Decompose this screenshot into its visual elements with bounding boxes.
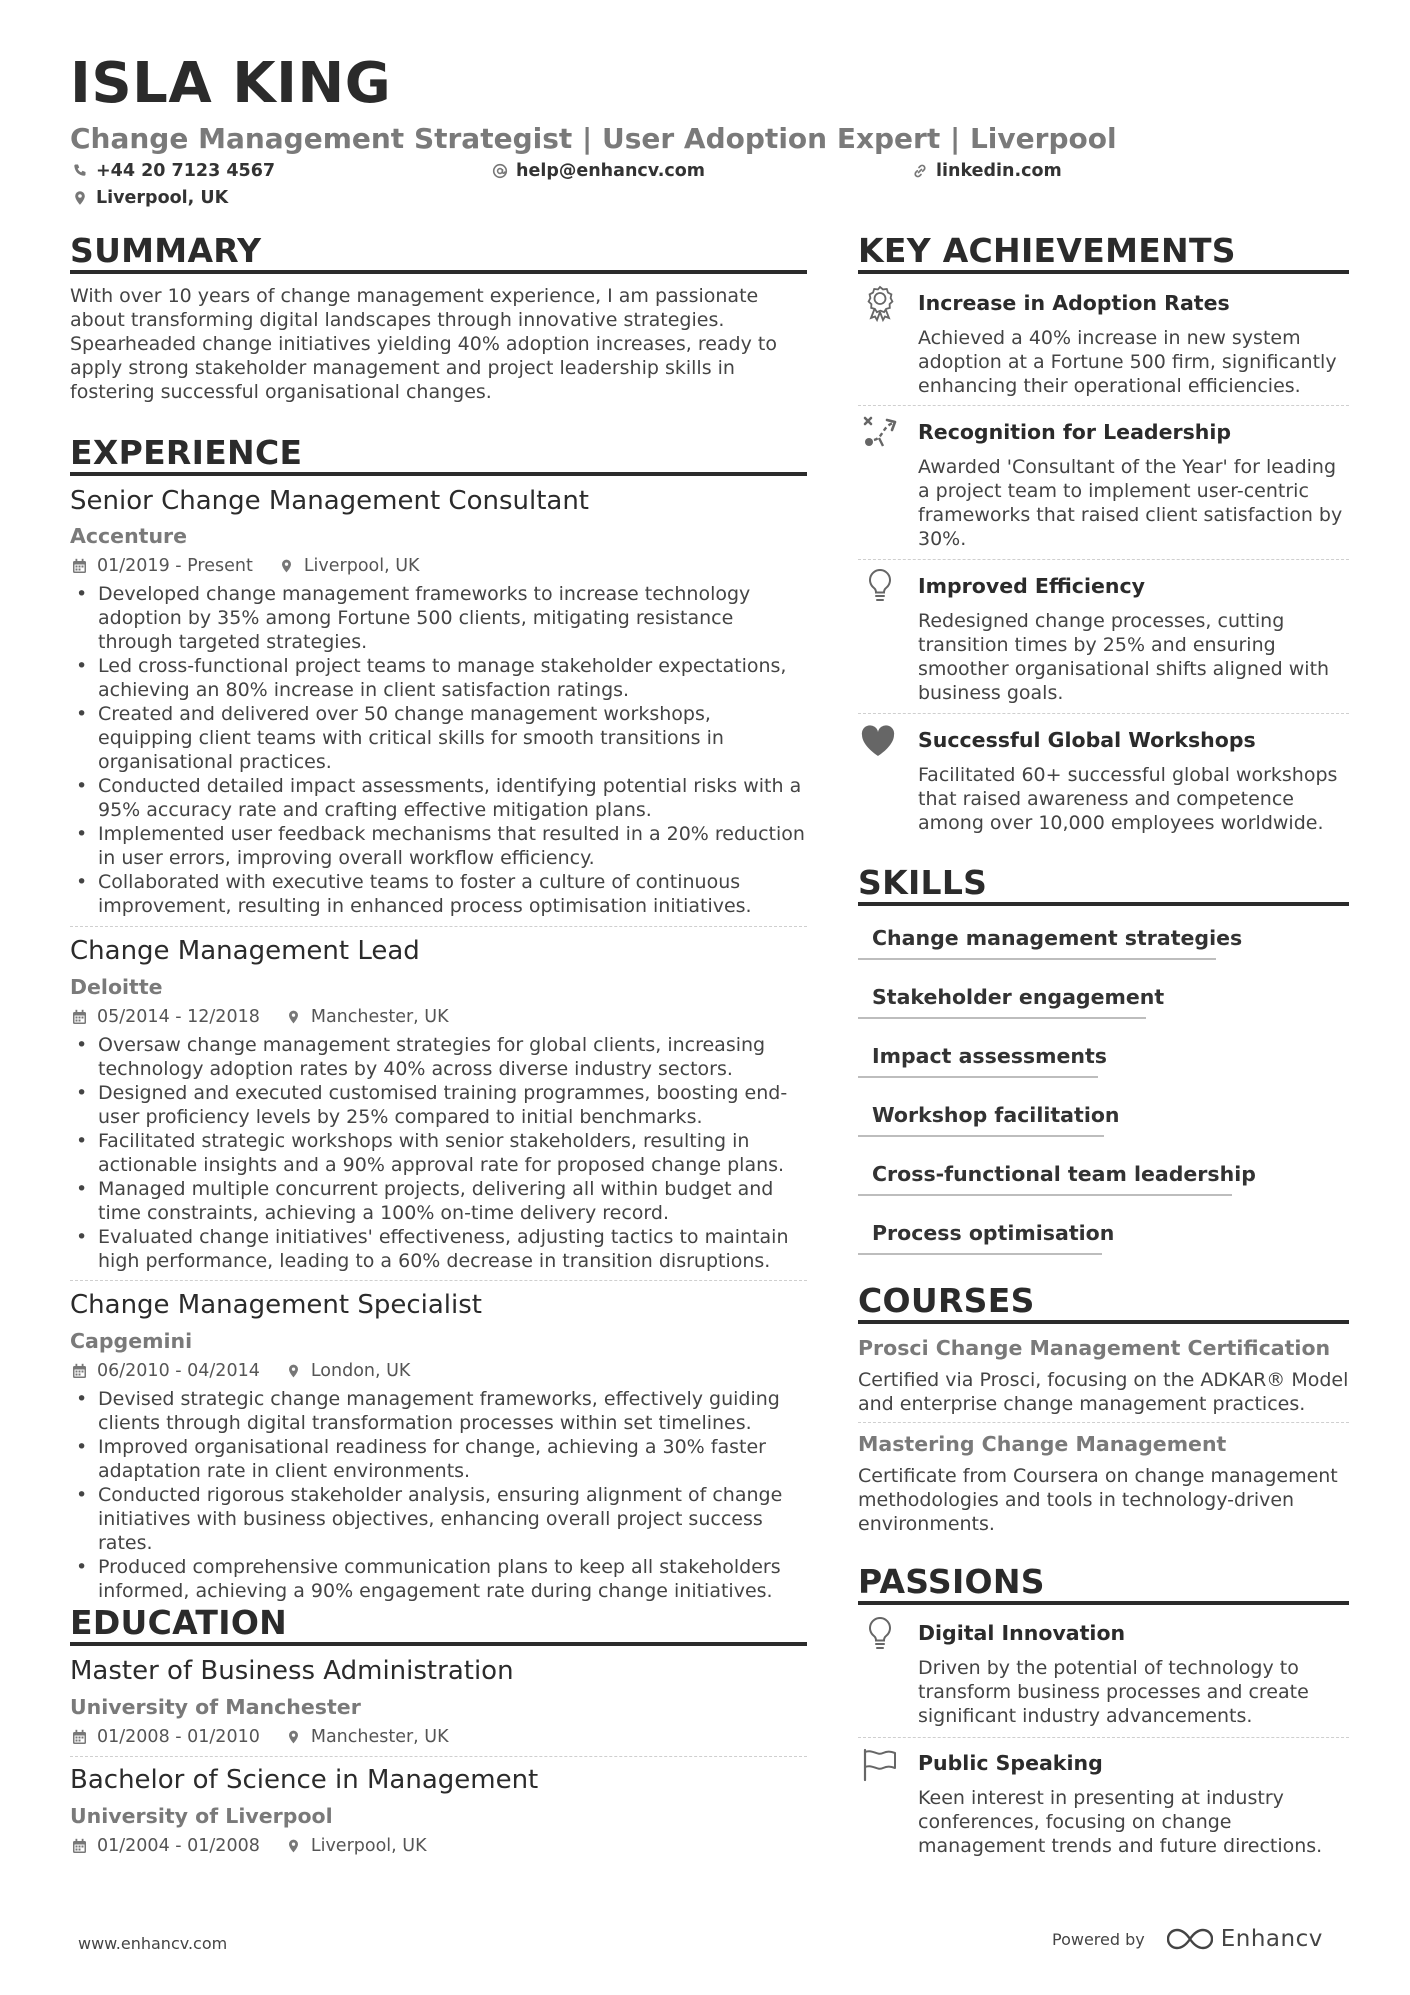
job-dates: 06/2010 - 04/2014 (97, 1361, 260, 1381)
job-company: Capgemini (70, 1329, 193, 1353)
lightbulb-icon (861, 1615, 899, 1653)
job-bullet: • Collaborated with executive teams to foster a culture of continuous improvement, resulting in enhanced process optimisation initiatives. (70, 870, 807, 918)
experience-heading: EXPERIENCE (70, 433, 303, 472)
contact-email (492, 161, 705, 181)
achievement-text: Facilitated 60+ successful global workshops that raised awareness and competence among over 10,000 employees worldwide. (918, 764, 1338, 834)
job-bullet: • Developed change management frameworks to increase technology adoption by 35% among Fortune 500 clients, mitigating resistance through targeted strategies. (70, 582, 807, 654)
email-text[interactable]: help@enhancv.com (516, 161, 706, 181)
strategy-arrow-icon (861, 413, 899, 451)
passions-rule (858, 1601, 1349, 1605)
job-location: Liverpool, UK (303, 556, 420, 576)
enhancv-logo[interactable] (1167, 1926, 1323, 1952)
job-company: Accenture (70, 524, 188, 548)
phone-text[interactable]: +44 20 7123 4567 (96, 161, 276, 181)
course-title: Prosci Change Management Certification (858, 1336, 1331, 1360)
education-school: University of Liverpool (70, 1804, 333, 1828)
passion-text: Driven by the potential of technology to transform business processes and create significant industry advancements. (918, 1657, 1309, 1727)
calendar-icon (72, 1363, 87, 1379)
skill-underline (858, 1017, 1146, 1019)
achievement-title: Increase in Adoption Rates (918, 291, 1230, 315)
at-icon (492, 163, 508, 179)
achievements-heading: KEY ACHIEVEMENTS (858, 231, 1236, 270)
job-meta (72, 1007, 449, 1027)
job-meta (72, 1361, 410, 1381)
education-dates: 01/2004 - 01/2008 (97, 1836, 260, 1856)
skill-tag: Cross-functional team leadership (872, 1162, 1256, 1186)
education-school: University of Manchester (70, 1695, 361, 1719)
job-bullet: • Conducted detailed impact assessments, identifying potential risks with a 95% accuracy rate and crafting effective mitigation plans. (70, 774, 807, 822)
achievement-title: Improved Efficiency (918, 574, 1145, 598)
location-pin-icon (279, 558, 294, 574)
passion-title: Public Speaking (918, 1751, 1103, 1775)
achievement-text: Achieved a 40% increase in new system adoption at a Fortune 500 firm, significantly enhancing their operational efficiencies. (918, 327, 1337, 397)
achievement-text: Redesigned change processes, cutting transition times by 25% and ensuring smoother organisational shifts aligned with business goals. (918, 610, 1330, 704)
location-text: Liverpool, UK (96, 188, 229, 208)
achievement-divider (858, 559, 1349, 560)
location-pin-icon (286, 1729, 301, 1745)
education-meta (72, 1727, 449, 1747)
skill-underline (858, 1194, 1232, 1196)
experience-rule (70, 472, 807, 476)
achievements-rule (858, 270, 1349, 274)
skill-tag: Workshop facilitation (872, 1103, 1120, 1127)
education-rule (70, 1642, 807, 1646)
course-title: Mastering Change Management (858, 1432, 1227, 1456)
linkedin-text[interactable]: linkedin.com (936, 161, 1062, 181)
location-pin-icon (72, 190, 88, 206)
location-pin-icon (286, 1838, 301, 1854)
heart-icon (859, 722, 897, 760)
achievement-title: Successful Global Workshops (918, 728, 1256, 752)
candidate-name: ISLA KING (70, 51, 392, 116)
job-location: Manchester, UK (310, 1007, 449, 1027)
skill-tag: Stakeholder engagement (872, 985, 1165, 1009)
summary-heading: SUMMARY (70, 231, 262, 270)
skills-rule (858, 902, 1349, 906)
contact-linkedin (912, 161, 1062, 181)
passions-heading: PASSIONS (858, 1562, 1045, 1601)
summary-text: With over 10 years of change management experience, I am passionate about transforming digital landscapes through innovative strategies. Spearheaded change initiatives yielding 40% adoption increases, ready to apply strong stakeholder management and project leadership skills in fostering successful organisational changes. (70, 285, 777, 403)
job-divider (70, 926, 807, 927)
job-bullet: • Created and delivered over 50 change management workshops, equipping client teams with critical skills for smooth transitions in organisational practices. (70, 702, 807, 774)
course-text: Certified via Prosci, focusing on the ADKAR® Model and enterprise change management practices. (858, 1369, 1349, 1415)
contact-phone (72, 161, 275, 181)
job-bullet: • Led cross-functional project teams to manage stakeholder expectations, achieving an 80% increase in client satisfaction ratings. (70, 654, 807, 702)
job-bullet: • Produced comprehensive communication plans to keep all stakeholders informed, achieving a 90% engagement rate during change initiatives. (70, 1555, 807, 1603)
footer-website[interactable]: www.enhancv.com (78, 1934, 228, 1953)
job-bullet: • Implemented user feedback mechanisms that resulted in a 20% reduction in user errors, improving overall workflow efficiency. (70, 822, 807, 870)
location-pin-icon (286, 1363, 301, 1379)
skills-heading: SKILLS (858, 863, 988, 902)
lightbulb-icon (861, 567, 899, 605)
calendar-icon (72, 1838, 87, 1854)
passion-title: Digital Innovation (918, 1621, 1126, 1645)
link-icon (912, 163, 928, 179)
course-text: Certificate from Coursera on change management methodologies and tools in technology-driven environments. (858, 1465, 1338, 1535)
education-location: Liverpool, UK (310, 1836, 427, 1856)
footer-branding (1052, 1926, 1323, 1952)
candidate-tagline: Change Management Strategist | User Adoption Expert | Liverpool (70, 122, 1117, 155)
education-degree: Bachelor of Science in Management (70, 1765, 539, 1795)
education-divider (70, 1756, 807, 1757)
education-meta (72, 1836, 427, 1856)
skill-underline (858, 1253, 1102, 1255)
calendar-icon (72, 1009, 87, 1025)
job-bullet: • Conducted rigorous stakeholder analysis, ensuring alignment of change initiatives with business objectives, enhancing overall project success rates. (70, 1483, 807, 1555)
job-bullets (70, 1387, 807, 1603)
job-bullet: • Designed and executed customised training programmes, boosting end-user proficiency levels by 25% compared to initial benchmarks. (70, 1081, 807, 1129)
job-divider (70, 1280, 807, 1281)
education-dates: 01/2008 - 01/2010 (97, 1727, 260, 1747)
powered-by-label: Powered by (1052, 1929, 1145, 1949)
job-bullets (70, 1033, 807, 1273)
job-bullet: • Evaluated change initiatives' effectiveness, adjusting tactics to maintain high performance, leading to a 60% decrease in transition disruptions. (70, 1225, 807, 1273)
job-bullet: • Improved organisational readiness for change, achieving a 30% faster adaptation rate in client environments. (70, 1435, 807, 1483)
job-bullet: • Managed multiple concurrent projects, delivering all within budget and time constraints, achieving a 100% on-time delivery record. (70, 1177, 807, 1225)
job-company: Deloitte (70, 975, 163, 999)
job-bullet: • Facilitated strategic workshops with senior stakeholders, resulting in actionable insights and a 90% approval rate for proposed change plans. (70, 1129, 807, 1177)
job-role: Senior Change Management Consultant (70, 486, 589, 516)
skill-underline (858, 1135, 1104, 1137)
job-bullet: • Devised strategic change management frameworks, effectively guiding clients through digital transformation processes within set timelines. (70, 1387, 807, 1435)
flag-icon (861, 1745, 899, 1783)
courses-heading: COURSES (858, 1281, 1035, 1320)
passion-text: Keen interest in presenting at industry conferences, focusing on change management trends and future directions. (918, 1787, 1323, 1857)
education-location: Manchester, UK (310, 1727, 449, 1747)
achievement-text: Awarded 'Consultant of the Year' for leading a project team to implement user-centric frameworks that raised client satisfaction by 30%. (918, 456, 1343, 550)
job-meta (72, 556, 420, 576)
location-pin-icon (286, 1009, 301, 1025)
skill-tag: Impact assessments (872, 1044, 1107, 1068)
skill-tag: Process optimisation (872, 1221, 1115, 1245)
courses-rule (858, 1320, 1349, 1324)
achievement-divider (858, 405, 1349, 406)
job-dates: 01/2019 - Present (97, 556, 253, 576)
phone-icon (72, 163, 88, 179)
job-location: London, UK (310, 1361, 411, 1381)
job-dates: 05/2014 - 12/2018 (97, 1007, 260, 1027)
achievement-title: Recognition for Leadership (918, 420, 1232, 444)
skill-underline (858, 958, 1216, 960)
contact-location (72, 188, 228, 208)
calendar-icon (72, 558, 87, 574)
education-degree: Master of Business Administration (70, 1656, 514, 1686)
job-bullet: • Oversaw change management strategies for global clients, increasing technology adoption rates by 40% across diverse industry sectors. (70, 1033, 807, 1081)
enhancv-logo-icon (1167, 1927, 1213, 1951)
achievement-divider (858, 713, 1349, 714)
brand-name: Enhancv (1220, 1926, 1323, 1952)
job-bullets (70, 582, 807, 918)
skill-underline (858, 1076, 1098, 1078)
award-ribbon-icon (861, 284, 899, 322)
skill-tag: Change management strategies (872, 926, 1243, 950)
calendar-icon (72, 1729, 87, 1745)
education-heading: EDUCATION (70, 1603, 288, 1642)
summary-rule (70, 270, 807, 274)
passion-divider (858, 1737, 1349, 1738)
course-divider (858, 1422, 1349, 1423)
job-role: Change Management Lead (70, 936, 420, 966)
job-role: Change Management Specialist (70, 1290, 482, 1320)
